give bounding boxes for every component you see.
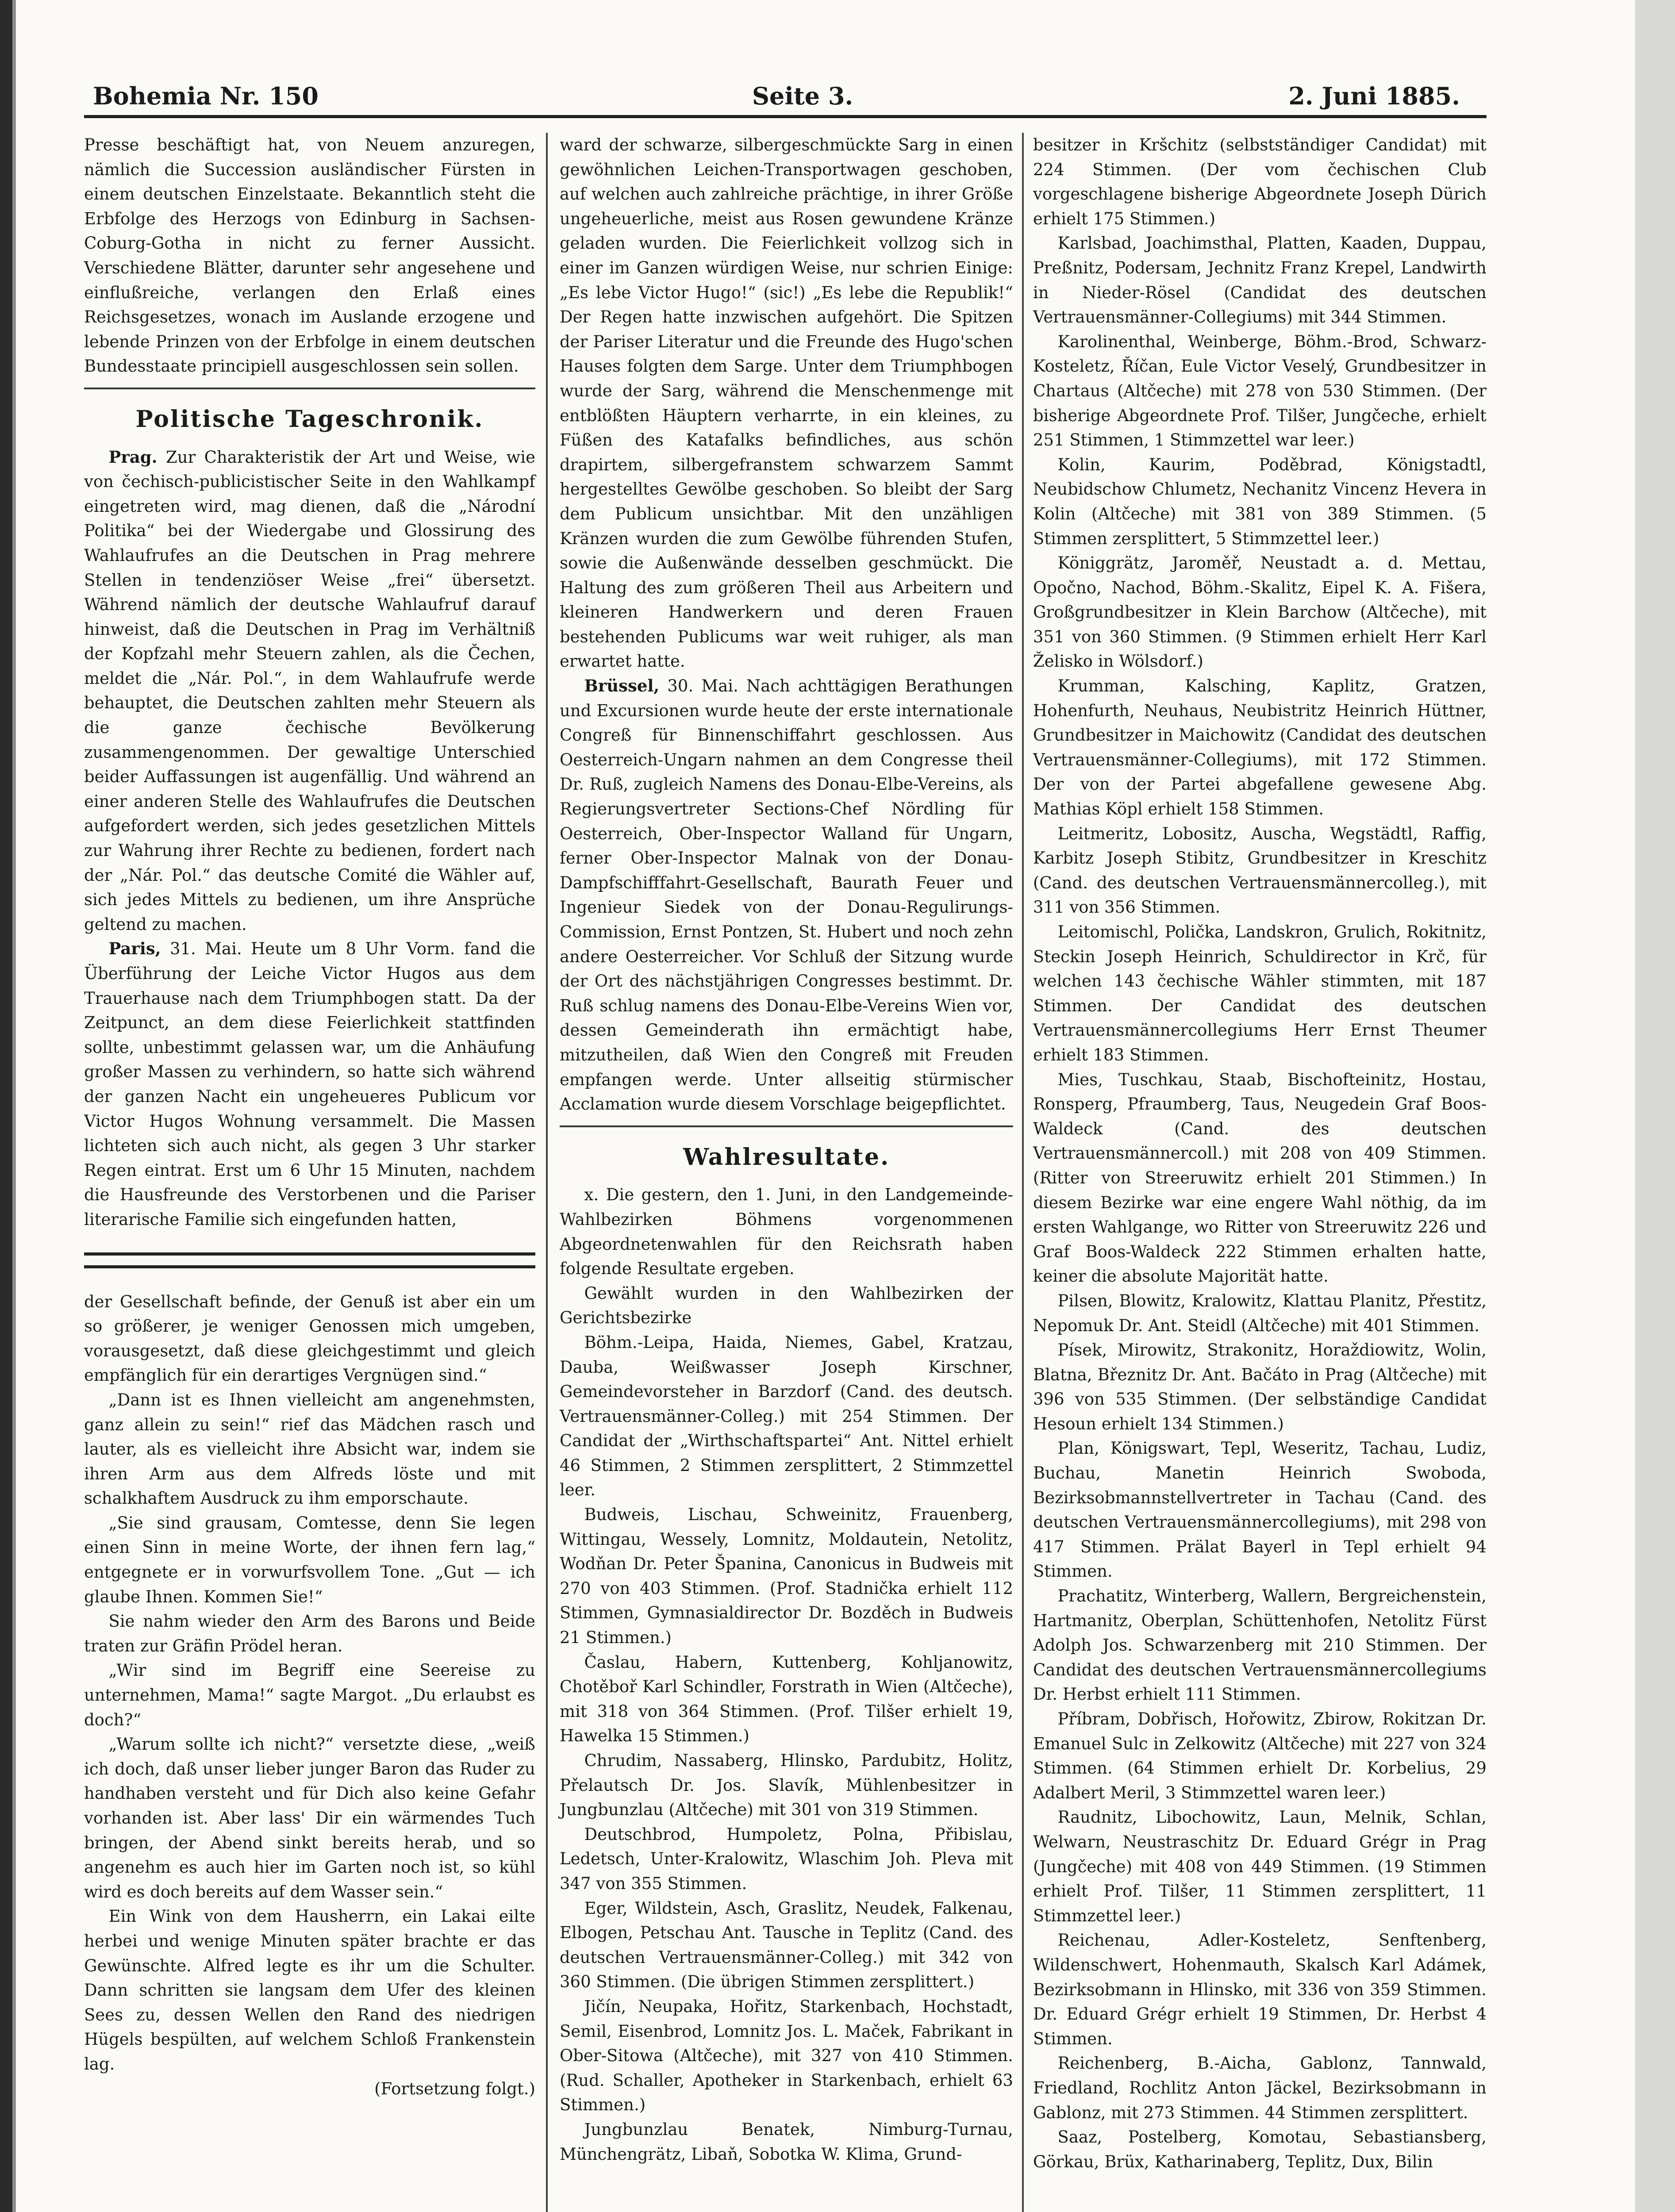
feuilleton-paragraph: „Warum sollte ich nicht?“ versetzte diese, „weiß ich doch, daß unser lieber junger Baron das Ruder zu handhaben versteht und für Dich also keine Gefahr vorhanden ist. Aber lass' Dir ein wärmendes Tuch bringen, der Abend sinkt bereits herab, und so angenehm es auch hier im Garten noch ist, so kühl wird es doch bereits auf dem Wasser sein.“	[84, 1735, 535, 1901]
book-binding	[0, 0, 12, 2212]
news-item-prag	[84, 445, 535, 937]
election-result: Leitmeritz, Lobositz, Auscha, Wegstädtl, Raffig, Karbitz Joseph Stibitz, Grundbesitzer in Kreschitz (Cand. des deutschen Vertrauensmännercolleg.), mit 311 von 356 Stimmen.	[1033, 824, 1487, 917]
header-date: 2. Juni 1885.	[1288, 82, 1460, 110]
dateline: Prag.	[108, 447, 158, 467]
dateline: Brüssel,	[584, 676, 660, 696]
column-2	[560, 133, 1013, 2166]
binding-shadow	[12, 0, 16, 2212]
results-intro: x. Die gestern, den 1. Juni, in den Landgemeinde-Wahlbezirken Böhmens vorgenommenen Abgeordnetenwahlen für den Reichsrath haben folgende Resultate ergeben.	[560, 1185, 1013, 1279]
feuilleton-paragraph: Ein Wink von dem Hausherrn, ein Lakai eilte herbei und wenige Minuten später brachte er das Gewünschte. Alfred legte es ihr um die Schulter. Dann schritten sie langsam dem Ufer des kleinen Sees zu, dessen Wellen den Rand des niedrigen Hügels bespülten, auf welchem Schloß Frankenstein lag.	[84, 1907, 535, 2074]
section-title: Politische Tageschronik.	[135, 405, 484, 433]
election-result: Mies, Tuschkau, Staab, Bischofteinitz, Hostau, Ronsperg, Pfraumberg, Taus, Neugedein Graf Boos-Waldeck (Cand. des deutschen Vertrauensmännercoll.) mit 208 von 409 Stimmen. (Ritter von Streeruwitz erhielt 201 Stimmen.) In diesem Bezirke war eine engere Wahl nöthig, da im ersten Wahlgange, wo Ritter von Streeruwitz 226 und Graf Boos-Waldeck 222 Stimmen erhalten hatte, keiner die absolute Majorität hatte.	[1033, 1070, 1487, 1286]
election-result: Budweis, Lischau, Schweinitz, Frauenberg, Wittingau, Wessely, Lomnitz, Moldautein, Netolitz, Wodňan Dr. Peter Španina, Canonicus in Budweis mit 270 von 403 Stimmen. (Prof. Stadnička erhielt 112 Stimmen, Gymnasialdirector Dr. Bozděch in Budweis 21 Stimmen.)	[560, 1505, 1013, 1647]
election-result: Karlsbad, Joachimsthal, Platten, Kaaden, Duppau, Preßnitz, Podersam, Jechnitz Franz Krepel, Landwirth in Nieder-Rösel (Candidat des deutschen Vertrauensmänner-Collegiums) mit 344 Stimmen.	[1033, 234, 1487, 327]
feuilleton-paragraph: „Wir sind im Begriff eine Seereise zu unternehmen, Mama!“ sagte Margot. „Du erlaubst es doch?“	[84, 1661, 535, 1729]
election-result: Chrudim, Nassaberg, Hlinsko, Pardubitz, Holitz, Přelautsch Dr. Jos. Slavík, Mühlenbesitzer in Jungbunzlau (Altčeche) mit 301 von 319 Stimmen.	[560, 1751, 1013, 1820]
section-divider	[560, 1125, 1013, 1127]
feuilleton-separator	[84, 1252, 535, 1268]
column-divider	[546, 133, 548, 2212]
election-result: Saaz, Postelberg, Komotau, Sebastiansberg, Görkau, Brüx, Katharinaberg, Teplitz, Dux, Bilin	[1033, 2128, 1487, 2171]
news-text: Zur Charakteristik der Art und Weise, wie von čechisch-publicistischer Seite in den Wahlkampf eingetreten wird, mag dienen, daß die „Národní Politika“ bei der Wiedergabe und Glossirung des Wahlaufrufes an die Deutschen in Prag mehrere Stellen in tendenziöser Weise „frei“ übersetzt. Während nämlich der deutsche Wahlaufruf darauf hinweist, daß die Deutschen in Prag im Verhältniß der Kopfzahl mehr Steuern zahlen, als die Čechen, meldet die „Nár. Pol.“, in dem Wahlaufrufe werde behauptet, die Deutschen zahlten mehr Steuern als die ganze čechische Bevölkerung zusammengenommen. Der gewaltige Unterschied beider Auffassungen ist augenfällig. Und während an einer anderen Stelle des Wahlaufrufes die Deutschen aufgefordert werden, sich jedes gesetzlichen Mittels zur Wahrung ihrer Rechte zu bedienen, fordert nach der „Nár. Pol.“ das deutsche Comité die Wähler auf, sich jedes Mittels zu bedienen, um ihre Ansprüche geltend zu machen.	[84, 447, 536, 934]
section-title: Wahlresultate.	[683, 1143, 890, 1171]
newspaper-page	[75, 66, 1487, 2212]
dateline: Paris,	[108, 939, 161, 959]
column-1	[84, 133, 535, 2101]
election-result: Prachatitz, Winterberg, Wallern, Bergreichenstein, Hartmanitz, Oberplan, Schüttenhofen, Netolitz Fürst Adolph Jos. Schwarzenberg mit 210 Stimmen. Der Candidat des deutschen Vertrauensmännercollegiums Dr. Herbst erhielt 111 Stimmen.	[1033, 1586, 1487, 1704]
election-result: Příbram, Dobřisch, Hořowitz, Zbirow, Rokitzan Dr. Emanuel Sulc in Zelkowitz (Altčeche) mit 227 von 324 Stimmen. (64 Stimmen erhielt Dr. Korbelius, 29 Adalbert Meril, 3 Stimmzettel waren leer.)	[1033, 1709, 1487, 1802]
election-result: Karolinenthal, Weinberge, Böhm.-Brod, Schwarz-Kosteletz, Říčan, Eule Victor Veselý, Grundbesitzer in Chartaus (Altčeche) mit 278 von 530 Stimmen. (Der bisherige Abgeordnete Prof. Tilšer, Jungčeche, erhielt 251 Stimmen, 1 Stimmzettel war leer.)	[1033, 332, 1487, 450]
election-result: Leitomischl, Polička, Landskron, Grulich, Rokitnitz, Steckin Joseph Heinrich, Schuldirector in Krč, für welchen 143 čechische Wähler stimmten, mit 187 Stimmen. Der Candidat des deutschen Vertrauensmännercollegiums Herr Ernst Theumer erhielt 183 Stimmen.	[1033, 922, 1487, 1064]
results-subhead: Gewählt wurden in den Wahlbezirken der Gerichtsbezirke	[560, 1283, 1013, 1328]
section-divider	[84, 388, 535, 389]
election-result: Plan, Königswart, Tepl, Weseritz, Tachau, Ludiz, Buchau, Manetin Heinrich Swoboda, Bezirksobmannstellvertreter in Tachau (Cand. des deutschen Vertrauensmännercollegiums), mit 298 von 417 Stimmen. Prälat Bayerl in Tepl erhielt 94 Stimmen.	[1033, 1439, 1487, 1581]
header-publication: Bohemia Nr. 150	[93, 82, 319, 110]
election-result: Jungbunzlau Benatek, Nimburg-Turnau, Münchengrätz, Libaň, Sobotka W. Klima, Grund-	[560, 2120, 1013, 2164]
feuilleton-paragraph: der Gesellschaft befinde, der Genuß ist aber ein um so größerer, je weniger Genossen mich umgeben, vorausgesetzt, daß diese gleichgestimmt und gleich empfänglich für ein derartiges Vergnügen sind.“	[84, 1292, 535, 1385]
article-text: Presse beschäftigt hat, von Neuem anzuregen, nämlich die Succession ausländischer Fürsten in einem deutschen Einzelstaate. Bekanntlich steht die Erbfolge des Herzogs von Edinburg in Sachsen-Coburg-Gotha in nicht zu ferner Aussicht. Verschiedene Blätter, darunter sehr angesehene und einflußreiche, verlangen den Erlaß eines Reichsgesetzes, wonach im Auslande erzogene und lebende Prinzen von der Erbfolge in einem deutschen Bundesstaate principiell ausgeschlossen sein sollen.	[84, 135, 535, 376]
continued-note: (Fortsetzung folgt.)	[374, 2079, 535, 2098]
header-page-number: Seite 3.	[752, 82, 853, 110]
election-result: Raudnitz, Libochowitz, Laun, Melnik, Schlan, Welwarn, Neustraschitz Dr. Eduard Grégr in Prag (Jungčeche) mit 408 von 449 Stimmen. (19 Stimmen erhielt Prof. Tilšer, 11 Stimmen zersplittert, 11 Stimmzettel leer.)	[1033, 1808, 1487, 1925]
page-edge-right	[1635, 0, 1675, 2212]
column-3	[1033, 133, 1487, 2174]
election-result: besitzer in Kršchitz (selbstständiger Candidat) mit 224 Stimmen. (Der vom čechischen Club vorgeschlagene bisherige Abgeordnete Joseph Dürich erhielt 175 Stimmen.)	[1033, 135, 1487, 228]
election-result: Böhm.-Leipa, Haida, Niemes, Gabel, Kratzau, Dauba, Weißwasser Joseph Kirschner, Gemeindevorsteher in Barzdorf (Cand. des deutsch. Vertrauensmänner-Colleg.) mit 254 Stimmen. Der Candidat der „Wirthschaftspartei“ Ant. Nittel erhielt 46 Stimmen, 2 Stimmen zersplittert, 2 Stimmzettel leer.	[560, 1333, 1013, 1500]
election-result: Krumman, Kalsching, Kaplitz, Gratzen, Hohenfurth, Neuhaus, Neubistritz Heinrich Hüttner, Grundbesitzer in Maichowitz (Candidat des deutschen Vertrauensmänner-Collegiums), mit 172 Stimmen. Der von der Partei abgefallene gewesene Abg. Mathias Köpl erhielt 158 Stimmen.	[1033, 676, 1487, 819]
feuilleton-paragraph: Sie nahm wieder den Arm des Barons und Beide traten zur Gräfin Prödel heran.	[84, 1612, 535, 1655]
election-result: Reichenberg, B.-Aicha, Gablonz, Tannwald, Friedland, Rochlitz Anton Jäckel, Bezirksobmann in Gablonz, mit 273 Stimmen. 44 Stimmen zersplittert.	[1033, 2054, 1487, 2122]
election-result: Kolin, Kaurim, Poděbrad, Königstadtl, Neubidschow Chlumetz, Nechanitz Vincenz Hevera in Kolin (Altčeche) mit 381 von 389 Stimmen. (5 Stimmen zersplittert, 5 Stimmzettel leer.)	[1033, 455, 1487, 548]
election-result: Eger, Wildstein, Asch, Graslitz, Neudek, Falkenau, Elbogen, Petschau Ant. Tausche in Teplitz (Cand. des deutschen Vertrauensmänner-Colleg.) mit 342 von 360 Stimmen. (Die übrigen Stimmen zersplittert.)	[560, 1898, 1013, 1992]
feuilleton-paragraph: „Dann ist es Ihnen vielleicht am angenehmsten, ganz allein zu sein!“ rief das Mädchen rasch und lauter, als es vielleicht ihre Absicht war, indem sie ihren Arm aus dem Alfreds löste und mit schalkhaftem Ausdruck zu ihm emporschaute.	[84, 1390, 535, 1508]
feuilleton-paragraph: „Sie sind grausam, Comtesse, denn Sie legen einen Sinn in meine Worte, der ihnen fern lag,“ entgegnete er in vorwurfsvollem Tone. „Gut — ich glaube Ihnen. Kommen Sie!“	[84, 1513, 535, 1606]
election-result: Jičín, Neupaka, Hořitz, Starkenbach, Hochstadt, Semil, Eisenbrod, Lomnitz Jos. L. Maček, Fabrikant in Ober-Sitowa (Altčeche), mit 327 von 410 Stimmen. (Rud. Schaller, Apotheker in Starkenbach, erhielt 63 Stimmen.)	[560, 1997, 1013, 2115]
news-text: 30. Mai. Nach achttägigen Berathungen und Excursionen wurde heute der erste internationale Congreß für Binnenschiffahrt geschlossen. Aus Oesterreich-Ungarn nahmen an dem Congresse theil Dr. Ruß, zugleich Namens des Donau-Elbe-Vereins, als Regierungsvertreter Sections-Chef Nördling für Oesterreich, Ober-Inspector Walland für Ungarn, ferner Ober-Inspector Malnak von der Donau-Dampfschifffahrt-Gesellschaft, Baurath Feuer und Ingenieur Siedek von der Donau-Regulirungs-Commission, Ernst Pontzen, St. Hubert und noch zehn andere Oesterreicher. Vor Schluß der Sitzung wurde der Ort des nächstjährigen Congresses bestimmt. Dr. Ruß schlug namens des Donau-Elbe-Vereins Wien vor, dessen Gemeinderath ihn ermächtigt habe, mitzutheilen, daß Wien den Congreß mit Freuden empfangen werde. Unter allseitig stürmischer Acclamation wurde diesem Vorschlage beigepflichtet.	[560, 676, 1013, 1114]
news-text: ward der schwarze, silbergeschmückte Sarg in einen gewöhnlichen Leichen-Transportwagen geschoben, auf welchen auch zahlreiche prächtige, in ihrer Größe ungeheuerliche, meist aus Rosen gewundene Kränze geladen wurden. Die Feierlichkeit vollzog sich in einer im Ganzen würdigen Weise, nur schrien Einige: „Es lebe Victor Hugo!“ (sic!) „Es lebe die Republik!“ Der Regen hatte inzwischen aufgehört. Die Spitzen der Pariser Literatur und die Freunde des Hugo'schen Hauses folgten dem Sarge. Unter dem Triumphbogen wurde der Sarg, während die Menschenmenge mit entblößten Häuptern verharrte, in ein kleines, zu Füßen des Katafalks befindliches, aus schön drapirtem, silbergefranstem schwarzem Sammt hergestelltes Gewölbe geschoben. So bleibt der Sarg dem Publicum unsichtbar. Mit den unzähligen Kränzen wurden die zum Gewölbe führenden Stufen, sowie die Außenwände desselben geschmückt. Die Haltung des zum größeren Theil aus Arbeitern und kleineren Handwerkern und deren Frauen bestehenden Publicums war weit ruhiger, als man erwartet hatte.	[560, 135, 1013, 671]
column-divider	[1022, 133, 1024, 2212]
news-item-bruessel	[560, 674, 1013, 1117]
election-result: Pilsen, Blowitz, Kralowitz, Klattau Planitz, Přestitz, Nepomuk Dr. Ant. Steidl (Altčeche) mit 401 Stimmen.	[1033, 1291, 1487, 1335]
election-result: Königgrätz, Jaroměř, Neustadt a. d. Mettau, Opočno, Nachod, Böhm.-Skalitz, Eipel K. A. Fišera, Großgrundbesitzer in Klein Barchow (Altčeche), mit 351 von 360 Stimmen. (9 Stimmen erhielt Herr Karl Želisko in Wölsdorf.)	[1033, 553, 1487, 671]
election-result: Deutschbrod, Humpoletz, Polna, Přibislau, Ledetsch, Unter-Kralowitz, Wlaschim Joh. Pleva mit 347 von 355 Stimmen.	[560, 1824, 1013, 1893]
election-result: Písek, Mirowitz, Strakonitz, Horaždiowitz, Wolin, Blatna, Březnitz Dr. Ant. Bačáto in Prag (Altčeche) mit 396 von 535 Stimmen. (Der selbständige Candidat Hesoun erhielt 134 Stimmen.)	[1033, 1340, 1487, 1433]
election-result: Reichenau, Adler-Kosteletz, Senftenberg, Wildenschwert, Hohenmauth, Skalsch Karl Adámek, Bezirksobmann in Hlinsko, mit 336 von 359 Stimmen. Dr. Eduard Grégr erhielt 19 Stimmen, Dr. Herbst 4 Stimmen.	[1033, 1931, 1487, 2048]
election-result: Časlau, Habern, Kuttenberg, Kohljanowitz, Chotěboř Karl Schindler, Forstrath in Wien (Altčeche), mit 318 von 364 Stimmen. (Prof. Tilšer erhielt 19, Hawelka 15 Stimmen.)	[560, 1652, 1013, 1746]
header-rule	[84, 115, 1487, 118]
page-header	[75, 82, 1487, 117]
news-item-paris	[84, 937, 535, 1232]
news-text: 31. Mai. Heute um 8 Uhr Vorm. fand die Überführung der Leiche Victor Hugos aus dem Trauerhause nach dem Triumphbogen statt. Da der Zeitpunct, an dem diese Feierlichkeit stattfinden sollte, unbestimmt gelassen war, um die Anhäufung großer Massen zu verhindern, so hatte sich während der ganzen Nacht ein ungeheueres Publicum vor Victor Hugos Wohnung versammelt. Die Massen lichteten sich auch nicht, als gegen 3 Uhr starker Regen eintrat. Erst um 6 Uhr 15 Minuten, nachdem die Hausfreunde des Verstorbenen und die Pariser literarische Familie sich eingefunden hatten,	[84, 939, 535, 1229]
